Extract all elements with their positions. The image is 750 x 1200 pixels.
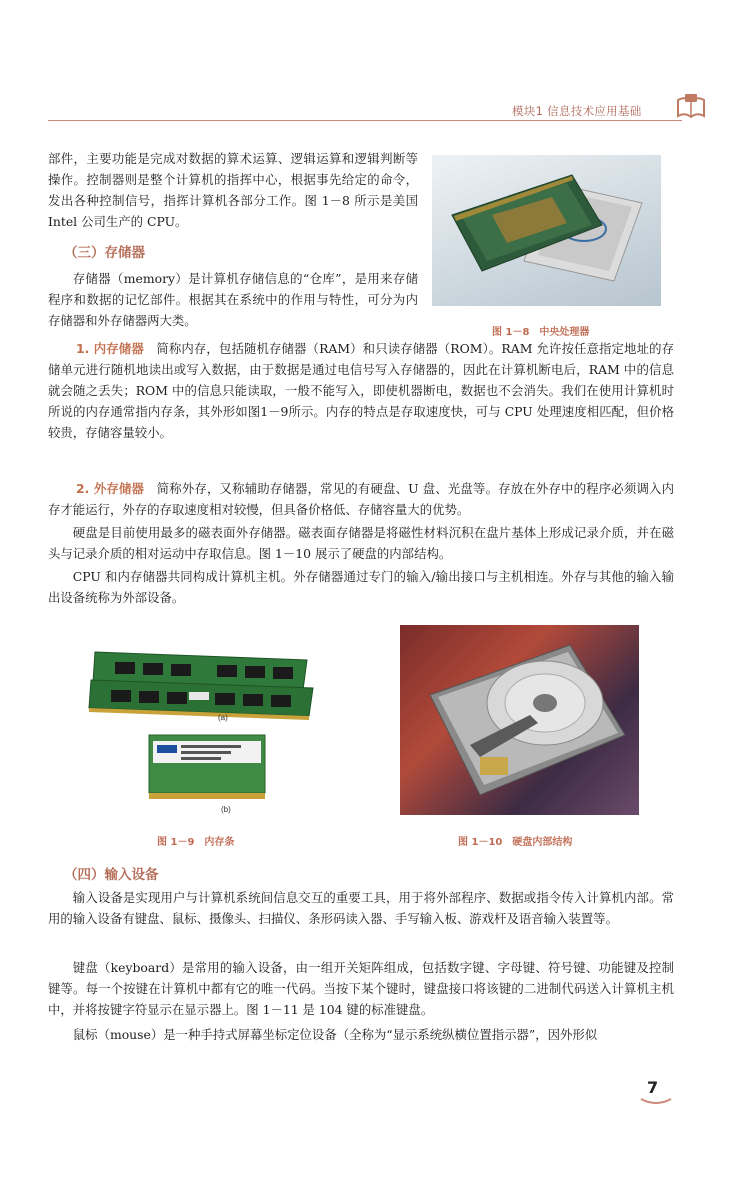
internal-memory-text: 简称内存，包括随机存储器（RAM）和只读存储器（ROM）。RAM 允许按任意指定地址的存储单元进行随机地读出或写入数据，由于数据是通过电信号写入存储器的，因此在计算机断电后，RAM 中的信息就会随之丢失；ROM 中的信息只能读取，一般不能写入，即使机器断电，数据也不会消失。我们在使用计算机时所说的内存通常指内存条，其外形如图1－9所示。内存的特点是存取速度快，可与 CPU 处理速度相匹配，但价格较贵，存储容量较小。 xyxy=(48,341,674,440)
figure-cpu-image xyxy=(432,155,661,306)
book-logo-icon xyxy=(676,92,706,120)
figure-hdd-caption: 图 1－10 硬盘内部结构 xyxy=(458,837,573,848)
hard-disk-paragraph: 硬盘是目前使用最多的磁表面外存储器。磁表面存储器是将磁性材料沉积在盘片基体上形成记录介质，并在磁头与记录介质的相对运动中存取信息。图 1－10 展示了硬盘的内部结构。 xyxy=(48,525,674,561)
external-memory-paragraph xyxy=(48,478,674,520)
figure-ram-sublabel-a: (a) xyxy=(218,713,228,722)
section-heading-input: （四）输入设备 xyxy=(64,867,159,883)
section-heading-memory: （三）存储器 xyxy=(64,245,145,261)
external-memory-text: 简称外存，又称辅助存储器，常见的有硬盘、U 盘、光盘等。存放在外存中的程序必须调入内存才能运行，外存的存取速度相对较慢，但具备价格低、存储容量大的优势。 xyxy=(48,481,674,517)
internal-memory-paragraph xyxy=(48,338,674,443)
figure-hdd-image xyxy=(400,625,639,815)
input-devices-paragraph: 输入设备是实现用户与计算机系统间信息交互的重要工具，用于将外部程序、数据或指令传入计算机内部。常用的输入设备有键盘、鼠标、摄像头、扫描仪、条形码读入器、手写输入板、游戏杆及语音输入装置等。 xyxy=(48,890,674,926)
figure-ram-sublabel-b: (b) xyxy=(221,805,231,814)
internal-memory-term: 1. 内存储器 xyxy=(76,341,144,356)
header-rule xyxy=(48,120,682,121)
mouse-paragraph: 鼠标（mouse）是一种手持式屏幕坐标定位设备（全称为“显示系统纵横位置指示器”，因外形似 xyxy=(72,1027,598,1042)
figure-ram-caption: 图 1－9 内存条 xyxy=(157,837,235,848)
running-header: 模块1 信息技术应用基础 xyxy=(512,104,642,118)
figure-cpu-caption: 图 1－8 中央处理器 xyxy=(492,327,590,338)
figure-ram-image-b xyxy=(147,733,267,803)
keyboard-paragraph: 键盘（keyboard）是常用的输入设备，由一组开关矩阵组成，包括数字键、字母键、符号键、功能键及控制键等。每一个按键在计算机中都有它的唯一代码。当按下某个键时，键盘接口将该键的二进制代码送入计算机主机中，并将按键字符显示在显示器上。图 1－11 是 104 键的标准键盘。 xyxy=(48,960,674,1017)
page-number-swoosh xyxy=(639,1098,673,1104)
external-memory-term: 2. 外存储器 xyxy=(76,481,145,496)
cpu-paragraph-end: 部件，主要功能是完成对数据的算术运算、逻辑运算和逻辑判断等操作。控制器则是整个计算机的指挥中心，根据事先给定的命令，发出各种控制信号，指挥计算机各部分工作。图 1－8 所示是美国 Intel 公司生产的 CPU。 xyxy=(48,151,418,229)
host-paragraph: CPU 和内存储器共同构成计算机主机。外存储器通过专门的输入/输出接口与主机相连。外存与其他的输入输出设备统称为外部设备。 xyxy=(48,569,674,605)
figure-ram-image-a xyxy=(85,640,325,725)
memory-intro-paragraph: 存储器（memory）是计算机存储信息的“仓库”，是用来存储程序和数据的记忆部件。根据其在系统中的作用与特性，可分为内存储器和外存储器两大类。 xyxy=(48,271,418,328)
page-number: 7 xyxy=(647,1078,659,1097)
